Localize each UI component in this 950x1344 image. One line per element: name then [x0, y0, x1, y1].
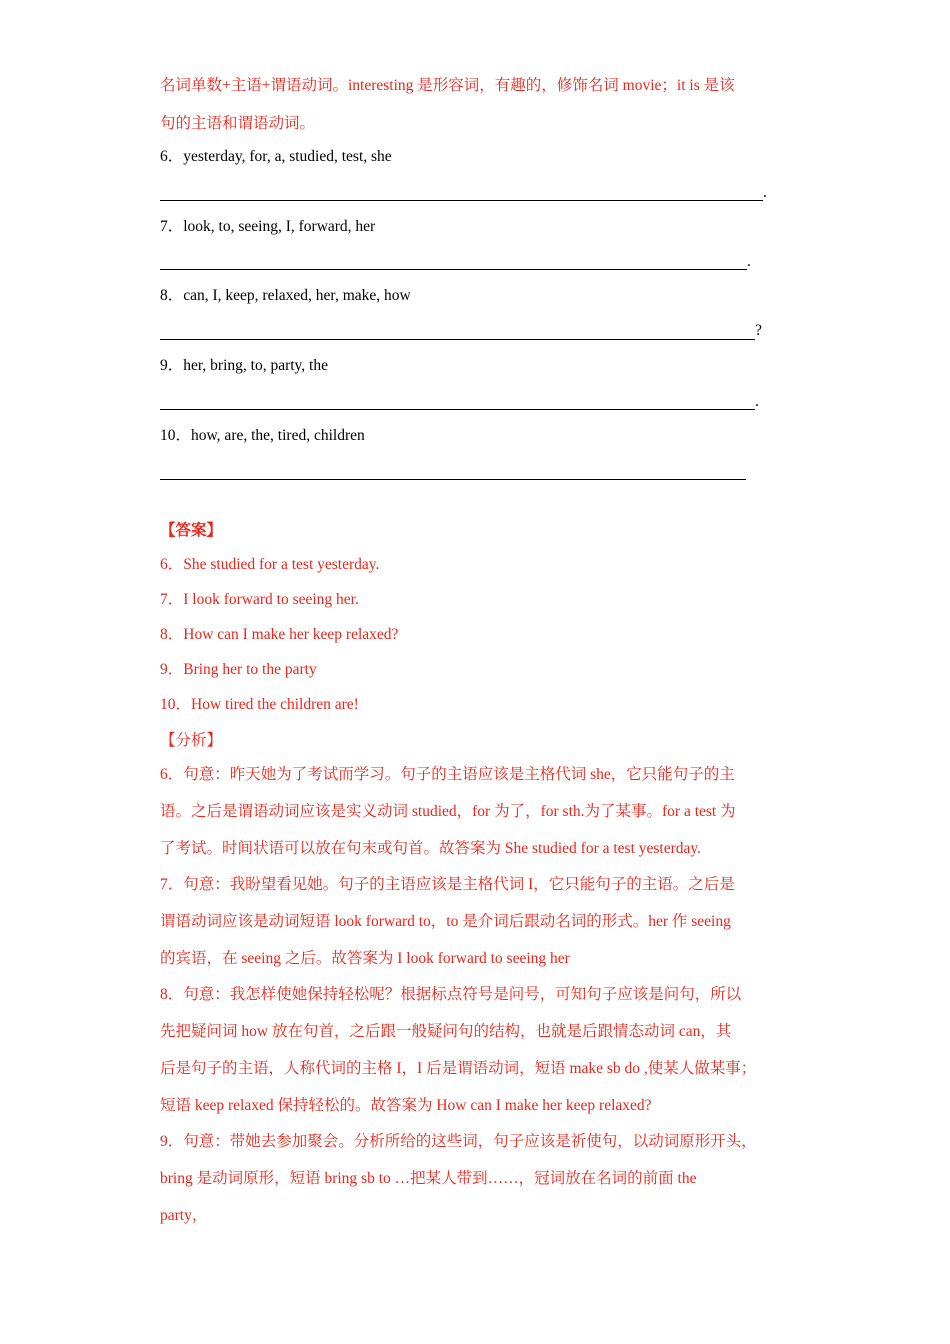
analysis-line: 后是句子的主语，人称代词的主格 I，I 后是谓语动词，短语 make sb do ,使某人做某事；: [160, 1060, 757, 1077]
answer-8: 8．How can I make her keep relaxed?: [160, 626, 399, 643]
answer-10: 10．How tired the children are!: [160, 696, 359, 713]
analysis-line: bring 是动词原形，短语 bring sb to …把某人带到……，冠词放在名词的前面 the: [160, 1170, 697, 1187]
answer-9: 9．Bring her to the party: [160, 661, 317, 678]
analysis-line: 的宾语，在 seeing 之后。故答案为 I look forward to seeing her: [160, 950, 570, 967]
analysis-line: 了考试。时间状语可以放在句末或句首。故答案为 She studied for a test yesterday.: [160, 840, 702, 857]
analysis-line: 7．句意：我盼望看见她。句子的主语应该是主格代词 I，它只能句子的主语。之后是: [160, 876, 735, 893]
analysis-line: party，: [160, 1207, 208, 1224]
analysis-line: 短语 keep relaxed 保持轻松的。故答案为 How can I make her keep relaxed?: [160, 1097, 652, 1114]
question-10-answer-blank[interactable]: [160, 460, 746, 480]
question-9-prompt: 9．her, bring, to, party, the: [160, 357, 328, 374]
analysis-line: 9．句意：带她去参加聚会。分析所给的这些词，句子应该是祈使句，以动词原形开头，: [160, 1133, 757, 1150]
analysis-line: 先把疑问词 how 放在句首，之后跟一般疑问句的结构，也就是后跟情态动词 can，其: [160, 1023, 732, 1040]
question-7-answer-blank[interactable]: [160, 250, 747, 270]
intro-line-1: 名词单数+主语+谓语动词。interesting 是形容词，有趣的，修饰名词 movie；it is 是该: [160, 77, 735, 94]
answer-7: 7．I look forward to seeing her.: [160, 591, 359, 608]
question-6-answer-blank[interactable]: [160, 181, 763, 201]
question-8-answer-blank[interactable]: [160, 320, 755, 340]
question-8-end-mark: ?: [755, 322, 762, 339]
answer-heading: 【答案】: [160, 522, 223, 539]
analysis-line: 6．句意：昨天她为了考试而学习。句子的主语应该是主格代词 she，它只能句子的主: [160, 766, 735, 783]
question-6-end-mark: .: [763, 184, 767, 201]
question-9-end-mark: .: [755, 393, 759, 410]
question-10-prompt: 10．how, are, the, tired, children: [160, 427, 365, 444]
analysis-heading: 【分析】: [160, 732, 223, 749]
question-8-prompt: 8．can, I, keep, relaxed, her, make, how: [160, 287, 411, 304]
question-6-prompt: 6．yesterday, for, a, studied, test, she: [160, 148, 392, 165]
question-7-end-mark: .: [747, 253, 751, 270]
question-7-prompt: 7．look, to, seeing, I, forward, her: [160, 218, 376, 235]
analysis-line: 语。之后是谓语动词应该是实义动词 studied，for 为了，for sth.为了某事。for a test 为: [160, 803, 736, 820]
answer-6: 6．She studied for a test yesterday.: [160, 556, 380, 573]
analysis-line: 谓语动词应该是动词短语 look forward to，to 是介词后跟动名词的形式。her 作 seeing: [160, 913, 731, 930]
analysis-line: 8．句意：我怎样使她保持轻松呢？根据标点符号是问号，可知句子应该是问句，所以: [160, 986, 742, 1003]
question-9-answer-blank[interactable]: [160, 390, 755, 410]
intro-line-2: 句的主语和谓语动词。: [160, 115, 316, 132]
